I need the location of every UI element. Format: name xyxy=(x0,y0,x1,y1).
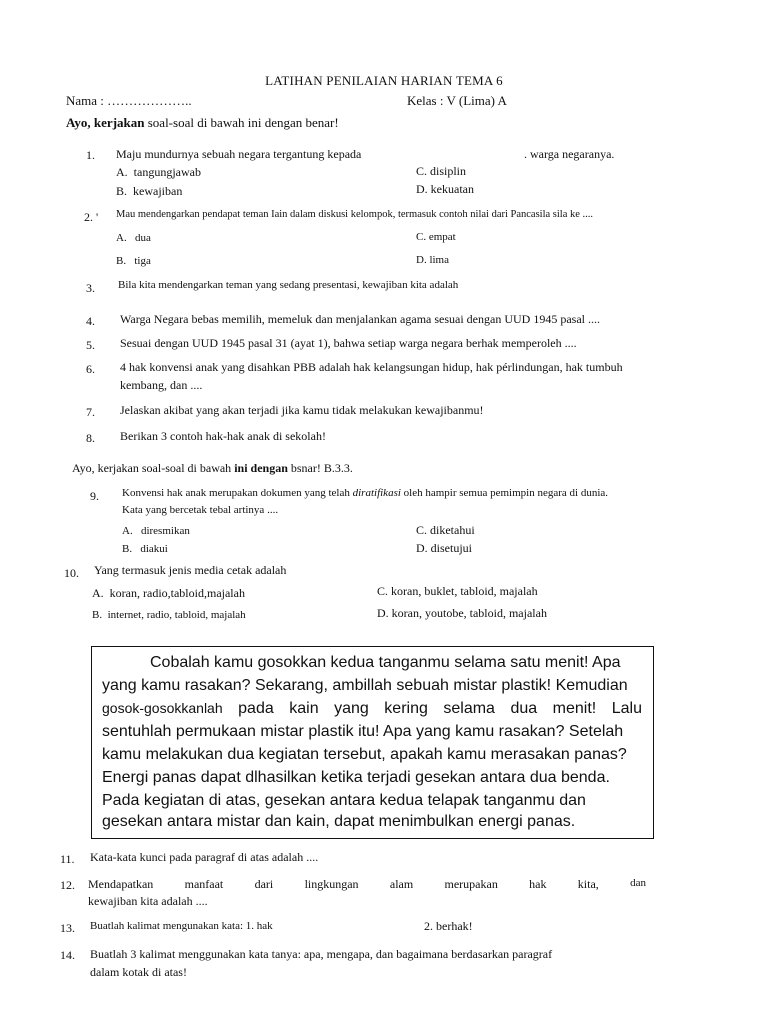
question-text: Buatlah kalimat mengunakan kata: 1. hak xyxy=(90,920,273,932)
question-text-line2: kewajiban kita adalah .... xyxy=(88,894,208,908)
question-number: 7. xyxy=(86,405,95,419)
option-a: A. dua xyxy=(116,232,151,244)
option-b: B. tiga xyxy=(116,255,151,267)
question-number: 6. xyxy=(86,362,95,376)
question-text-part2: 2. berhak! xyxy=(424,919,473,933)
passage-line: Cobalah kamu gosokkan kedua tanganmu selama satu menit! Apa xyxy=(150,654,621,671)
question-text: Mau mendengarkan pendapat teman Iain dalam diskusi kelompok, termasuk contoh nilai dari Pancasila sila ke .... xyxy=(116,209,594,220)
passage-line-justified: gosok-gosokkanlah pada kain yang kering selama dua menit! Lalu xyxy=(102,700,642,717)
section1-instruction xyxy=(66,115,339,131)
question-text: Konvensi hak anak merupakan dokumen yang telah diratifikasi oleh hampir semua pemimpin negara di dunia. xyxy=(122,487,609,499)
question-text: Buatlah 3 kalimat menggunakan kata tanya: apa, mengapa, dan bagaimana berdasarkan paragraf xyxy=(90,947,553,961)
question-number: 5. xyxy=(86,338,95,352)
question-text: Berikan 3 contoh hak-hak anak di sekolah! xyxy=(120,429,326,443)
passage-line: gesekan antara mistar dan kain, dapat menimbulkan energi panas. xyxy=(102,813,576,830)
question-text: Sesuai dengan UUD 1945 pasal 31 (ayat 1), bahwa setiap warga negara berhak memperoleh .... xyxy=(120,336,577,350)
class-label: Kelas : V (Lima) A xyxy=(407,93,507,108)
option-d: D. koran, youtobe, tabloid, majalah xyxy=(377,606,547,620)
question-number: 1. xyxy=(86,148,95,162)
question-text: Bila kita mendengarkan teman yang sedang presentasi, kewajiban kita adalah xyxy=(118,279,459,291)
option-a: A. koran, radio,tabloid,majalah xyxy=(92,586,245,600)
passage-line: yang kamu rasakan? Sekarang, ambillah sebuah mistar plastik! Kemudian xyxy=(102,677,628,694)
question-text-line2: Kata yang bercetak tebal artinya .... xyxy=(122,504,279,516)
passage-line: kamu melakukan dua kegiatan tersebut, apakah kamu merasakan panas? xyxy=(102,746,627,763)
option-c: C. empat xyxy=(416,231,456,243)
question-number: 2. ' xyxy=(84,210,99,224)
question-text-justified: Mendapatkan manfaat dari lingkungan alam merupakan hak kita, dan xyxy=(88,877,646,891)
question-text-line2: dalam kotak di atas! xyxy=(90,965,187,979)
question-text: Kata-kata kunci pada paragraf di atas adalah .... xyxy=(90,850,319,864)
option-a: A. diresmikan xyxy=(122,525,190,537)
question-number: 12. xyxy=(60,878,75,892)
option-b: B. kewajiban xyxy=(116,184,183,198)
instruction-rest: soal-soal di bawah ini dengan benar! xyxy=(147,115,339,130)
instruction-bold: Ayo, kerjakan xyxy=(66,115,145,130)
option-a: A. tangungjawab xyxy=(116,165,201,179)
question-number: 9. xyxy=(90,489,99,503)
option-b: B. diakui xyxy=(122,543,168,555)
question-number: 11. xyxy=(60,852,75,866)
question-text: 4 hak konvensi anak yang disahkan PBB adalah hak kelangsungan hidup, hak pérlindungan, hak tumbuh xyxy=(120,360,623,374)
passage-line: Pada kegiatan di atas, gesekan antara kedua telapak tanganmu dan xyxy=(102,792,586,809)
passage-line: sentuhlah permukaan mistar plastik itu! Apa yang kamu rasakan? Setelah xyxy=(102,723,624,740)
question-text-line2: kembang, dan .... xyxy=(120,378,203,392)
question-number: 4. xyxy=(86,314,95,328)
question-number: 3. xyxy=(86,281,95,295)
section2-instruction: Ayo, kerjakan soal-soal di bawah ini dengan bsnar! B.3.3. xyxy=(72,461,353,475)
option-b: B. internet, radio, tabloid, majalah xyxy=(92,609,246,621)
name-field-label: Nama : ……………….. xyxy=(66,93,192,108)
question-number: 10. xyxy=(64,566,79,580)
page-title: LATIHAN PENILAIAN HARIAN TEMA 6 xyxy=(265,73,503,88)
passage-line: Energi panas dapat dlhasilkan ketika terjadi gesekan antara dua benda. xyxy=(102,769,610,786)
option-c: C. koran, buklet, tabloid, majalah xyxy=(377,584,538,598)
question-number: 14. xyxy=(60,948,75,962)
reading-passage-box xyxy=(91,646,654,839)
question-number: 8. xyxy=(86,431,95,445)
question-text-end: . warga negaranya. xyxy=(524,147,615,161)
option-c: C. diketahui xyxy=(416,523,475,537)
option-d: D. lima xyxy=(416,254,449,266)
option-d: D. disetujui xyxy=(416,541,472,555)
question-text: Maju mundurnya sebuah negara tergantung kepada xyxy=(116,147,362,161)
question-text: Jelaskan akibat yang akan terjadi jika kamu tidak melakukan kewajibanmu! xyxy=(120,403,484,417)
question-text: Warga Negara bebas memilih, memeluk dan menjalankan agama sesuai dengan UUD 1945 pasal .... xyxy=(120,312,600,326)
question-number: 13. xyxy=(60,921,75,935)
option-d: D. kekuatan xyxy=(416,182,474,196)
option-c: C. disiplin xyxy=(416,164,467,178)
question-text: Yang termasuk jenis media cetak adalah xyxy=(94,563,287,577)
